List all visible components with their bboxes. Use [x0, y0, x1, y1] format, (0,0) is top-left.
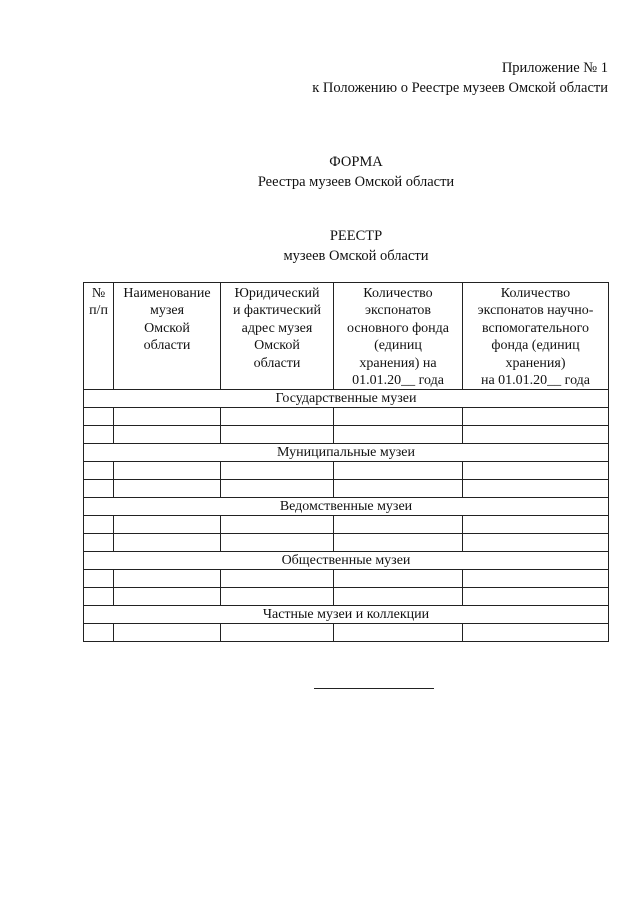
- table-cell[interactable]: [221, 426, 334, 444]
- table-cell[interactable]: [334, 624, 463, 642]
- appendix-reference: [312, 58, 608, 98]
- table-row: [84, 408, 609, 426]
- table-row: [84, 624, 609, 642]
- header-number: [84, 283, 114, 390]
- form-subtitle: Реестра музеев Омской области: [257, 174, 455, 190]
- table-cell[interactable]: [334, 534, 463, 552]
- section-municipal-museums: Муниципальные музеи: [84, 444, 609, 462]
- header-text: и фактический: [232, 303, 322, 319]
- table-cell[interactable]: [221, 408, 334, 426]
- table-cell[interactable]: [221, 588, 334, 606]
- table-cell[interactable]: [463, 462, 609, 480]
- appendix-number: Приложение № 1: [501, 60, 608, 76]
- header-text: на 01.01.20__ года: [480, 373, 591, 389]
- table-cell[interactable]: [114, 480, 221, 498]
- header-text: экспонатов: [364, 303, 432, 319]
- header-text: Количество: [500, 286, 571, 301]
- header-text: 01.01.20__ года: [352, 373, 444, 389]
- table-cell[interactable]: [84, 426, 114, 444]
- header-text: п/п: [89, 303, 108, 319]
- table-cell[interactable]: [84, 588, 114, 606]
- form-title: ФОРМА: [329, 154, 383, 170]
- table-cell[interactable]: [463, 516, 609, 534]
- table-cell[interactable]: [221, 480, 334, 498]
- table-row: [84, 570, 609, 588]
- section-public-museums: Общественные музеи: [84, 552, 609, 570]
- header-text: хранения) на: [359, 355, 437, 371]
- section-row: [84, 606, 609, 624]
- header-museum-name: [114, 283, 221, 390]
- table-cell[interactable]: [221, 570, 334, 588]
- table-cell[interactable]: [84, 570, 114, 588]
- table-cell[interactable]: [463, 624, 609, 642]
- section-state-museums: Государственные музеи: [84, 390, 609, 408]
- header-text: Количество: [363, 286, 433, 301]
- header-museum-address: [221, 283, 334, 390]
- table-cell[interactable]: [334, 588, 463, 606]
- section-row: [84, 498, 609, 516]
- header-text: основного фонда: [347, 320, 449, 336]
- header-text: №: [91, 286, 106, 301]
- table-cell[interactable]: [84, 624, 114, 642]
- table-cell[interactable]: [334, 516, 463, 534]
- museum-registry-table: [83, 282, 609, 642]
- section-departmental-museums: Ведомственные музеи: [84, 498, 609, 516]
- table-cell[interactable]: [84, 408, 114, 426]
- table-cell[interactable]: [114, 534, 221, 552]
- header-text: Омской: [254, 338, 300, 354]
- table-cell[interactable]: [463, 408, 609, 426]
- table-cell[interactable]: [334, 408, 463, 426]
- header-text: (единиц: [374, 338, 422, 354]
- table-row: [84, 426, 609, 444]
- table-cell[interactable]: [221, 462, 334, 480]
- table-cell[interactable]: [463, 534, 609, 552]
- table-row: [84, 516, 609, 534]
- section-row: [84, 552, 609, 570]
- table-cell[interactable]: [334, 462, 463, 480]
- table-cell[interactable]: [114, 516, 221, 534]
- table-cell[interactable]: [114, 426, 221, 444]
- header-text: музея: [149, 303, 185, 319]
- appendix-regulation: к Положению о Реестре музеев Омской области: [312, 80, 608, 96]
- header-text: Наименование: [123, 286, 211, 301]
- table-cell[interactable]: [221, 624, 334, 642]
- header-text: вспомогательного: [481, 320, 589, 336]
- table-cell[interactable]: [463, 588, 609, 606]
- table-cell[interactable]: [334, 480, 463, 498]
- table-cell[interactable]: [114, 462, 221, 480]
- header-text: экспонатов научно-: [477, 303, 594, 319]
- section-row: [84, 444, 609, 462]
- closing-divider-line: [314, 688, 434, 689]
- table-row: [84, 534, 609, 552]
- header-text: фонда (единиц: [491, 338, 580, 354]
- table-cell[interactable]: [84, 480, 114, 498]
- table-cell[interactable]: [114, 624, 221, 642]
- form-heading: [0, 152, 640, 192]
- header-text: Юридический: [234, 286, 320, 301]
- header-text: области: [253, 355, 301, 371]
- table-cell[interactable]: [463, 480, 609, 498]
- registry-title: РЕЕСТР: [329, 228, 383, 244]
- table-cell[interactable]: [334, 426, 463, 444]
- table-cell[interactable]: [463, 426, 609, 444]
- table-cell[interactable]: [84, 462, 114, 480]
- table-row: [84, 462, 609, 480]
- header-text: адрес музея: [241, 320, 313, 336]
- header-auxiliary-fund-count: [463, 283, 609, 390]
- header-text: Омской: [144, 320, 190, 336]
- header-main-fund-count: [334, 283, 463, 390]
- table-cell[interactable]: [221, 534, 334, 552]
- table-cell[interactable]: [84, 534, 114, 552]
- section-private-museums: Частные музеи и коллекции: [84, 606, 609, 624]
- section-row: [84, 390, 609, 408]
- table-cell[interactable]: [114, 570, 221, 588]
- registry-heading: [0, 226, 640, 266]
- header-text: хранения): [505, 355, 566, 371]
- registry-subtitle: музеев Омской области: [283, 248, 429, 264]
- table-cell[interactable]: [334, 570, 463, 588]
- table-row: [84, 480, 609, 498]
- table-cell[interactable]: [463, 570, 609, 588]
- table-header-row: [84, 283, 609, 390]
- table-cell[interactable]: [114, 588, 221, 606]
- table-cell[interactable]: [84, 516, 114, 534]
- header-text: области: [143, 338, 191, 354]
- table-row: [84, 588, 609, 606]
- table-cell[interactable]: [221, 516, 334, 534]
- table-cell[interactable]: [114, 408, 221, 426]
